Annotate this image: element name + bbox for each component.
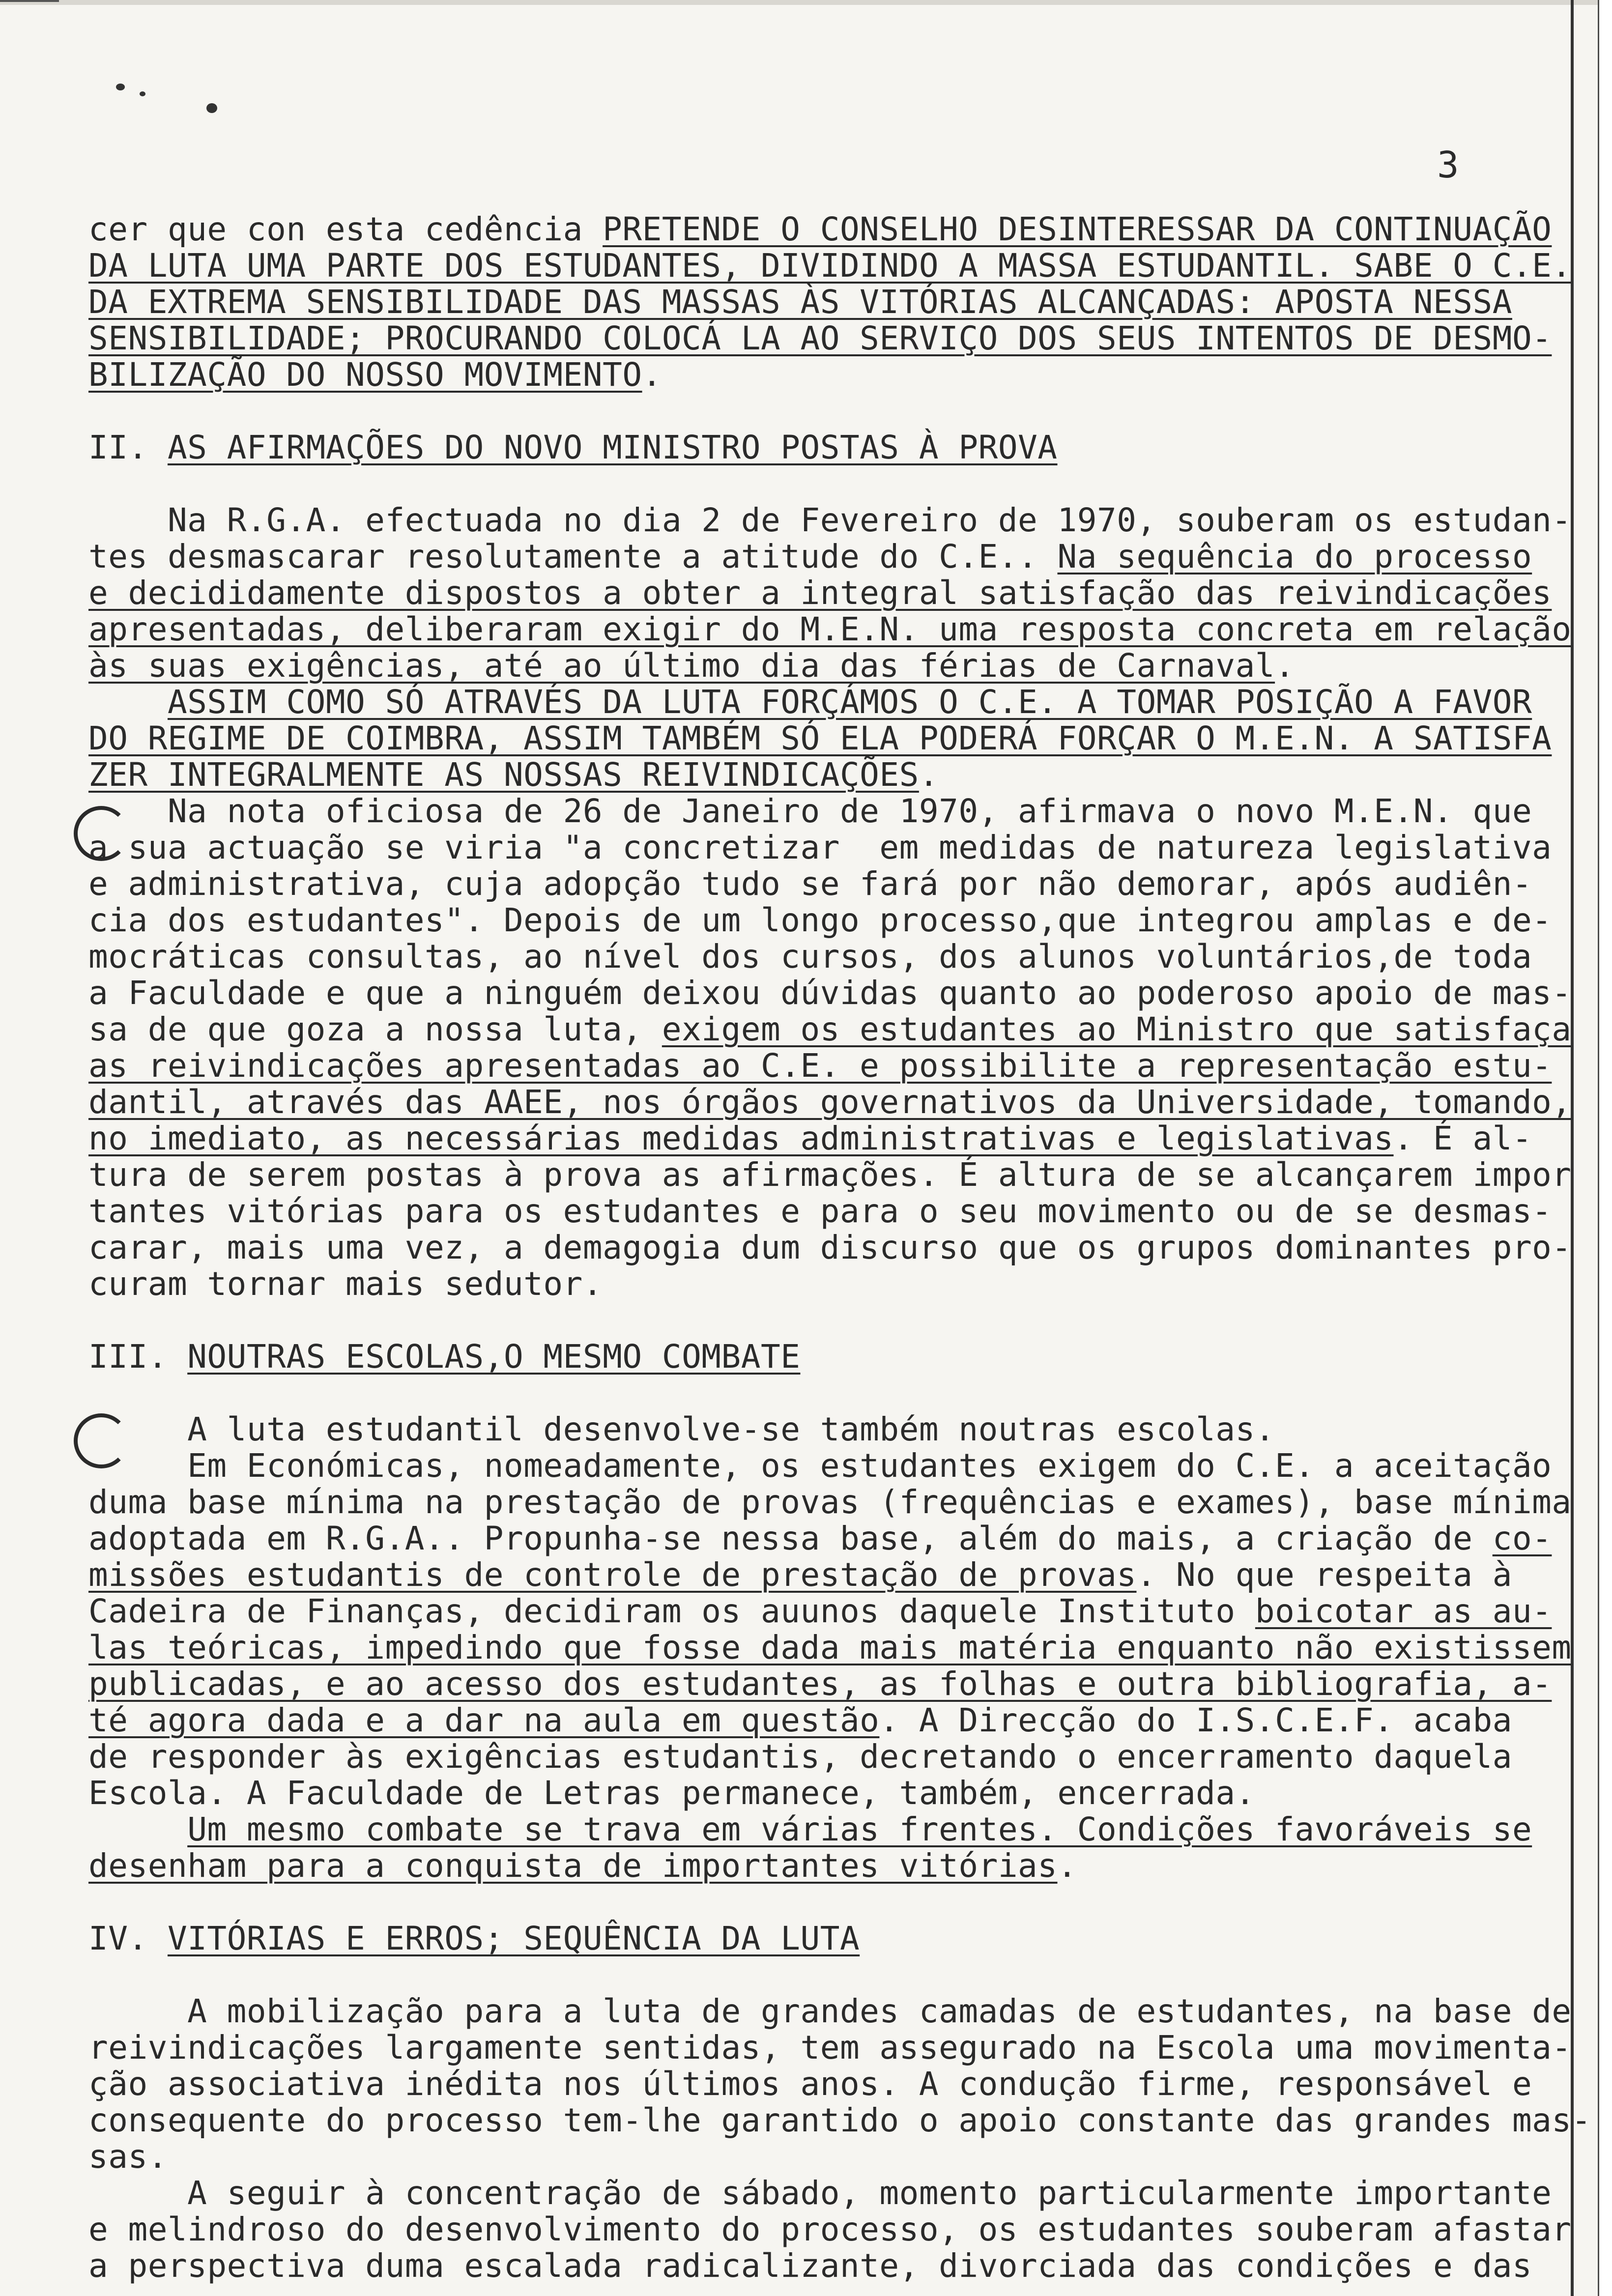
text-line: [88, 1010, 1572, 1048]
text-line: [88, 648, 1553, 684]
text-span: II.: [88, 429, 168, 466]
blank-line: [88, 466, 1553, 502]
text-line: [88, 1848, 1553, 1884]
underlined-text: boicotar as au-: [1255, 1592, 1552, 1630]
text-span: consequente do processo tem-lhe garantido o apoio constante das grandes mas-: [88, 2101, 1591, 2139]
text-line: [88, 1775, 1553, 1811]
text-line: [88, 1448, 1553, 1484]
text-line: [88, 720, 1553, 757]
text-line: [88, 1120, 1553, 1157]
text-span: Cadeira de Finanças, decidiram os auunos daquele Instituto: [88, 1592, 1255, 1630]
text-span: [88, 1810, 187, 1848]
text-span: sas.: [88, 2138, 168, 2176]
text-span: III.: [88, 1338, 188, 1376]
text-line: [88, 1666, 1553, 1702]
text-span: A luta estudantil desenvolve-se também noutras escolas.: [88, 1410, 1275, 1448]
text-span: e melindroso do desenvolvimento do processo, os estudantes souberam afastar: [88, 2210, 1572, 2248]
text-span: Na nota oficiosa de 26 de Janeiro de 1970, afirmava o novo M.E.N. que: [88, 792, 1532, 830]
text-span: [88, 683, 168, 721]
underlined-text: Na sequência do processo: [1057, 538, 1532, 575]
text-line: [88, 247, 1572, 285]
text-span: a sua actuação se viria "a concretizar em medidas de natureza legislativa: [88, 829, 1552, 866]
text-line: [88, 2175, 1553, 2211]
text-line: [88, 357, 1553, 393]
text-line: [88, 1992, 1572, 2030]
text-line: [88, 1411, 1553, 1448]
underlined-text: ASSIM COMO SÓ ATRAVÉS DA LUTA FORÇÁMOS O C.E. A TOMAR POSIÇÃO A FAVOR: [167, 683, 1532, 721]
underlined-text: BILIZAÇÃO DO NOSSO MOVIMENTO: [88, 356, 642, 394]
underlined-text: exigem os estudantes ao Ministro que satisfaça: [662, 1010, 1572, 1048]
text-line: [88, 1048, 1553, 1084]
underlined-text: té agora dada e a dar na aula em questão: [88, 1701, 880, 1739]
text-span: reivindicações largamente sentidas, tem assegurado na Escola uma movimenta-: [88, 2029, 1572, 2066]
text-span: ção associativa inédita nos últimos anos. A condução firme, responsável e: [88, 2065, 1532, 2103]
document-body: [88, 210, 1591, 2285]
text-line: [88, 320, 1553, 357]
text-line: [88, 1811, 1553, 1848]
underlined-text: co-: [1492, 1520, 1552, 1557]
underlined-text: dantil, através das AAEE, nos órgãos governativos da Universidade, tomando,: [88, 1083, 1572, 1121]
text-span: a perspectiva duma escalada radicalizante, divorciada das condições e das: [88, 2247, 1532, 2285]
ink-mark: [140, 91, 145, 96]
text-span: mocráticas consultas, ao nível dos cursos, dos alunos voluntários,de toda: [88, 938, 1532, 976]
underlined-text: desenham para a conquista de importantes vitórias: [88, 1847, 1058, 1885]
text-span: sa de que goza a nossa luta,: [88, 1010, 662, 1048]
text-span: de responder às exigências estudantis, decretando o encerramento daquela: [88, 1738, 1512, 1776]
text-span: duma base mínima na prestação de provas (frequências e exames), base mínima: [88, 1483, 1572, 1521]
text-line: [88, 1702, 1553, 1739]
text-line: [88, 2139, 1553, 2175]
text-line: [88, 1193, 1553, 1230]
underlined-text: NOUTRAS ESCOLAS,O MESMO COMBATE: [187, 1338, 801, 1376]
underlined-text: VITÓRIAS E ERROS; SEQUÊNCIA DA LUTA: [167, 1920, 860, 1957]
text-line: [88, 610, 1572, 648]
ink-mark: [206, 103, 217, 113]
text-span: .: [642, 356, 662, 394]
ink-mark: [116, 84, 125, 90]
underlined-text: no imediato, as necessárias medidas administrativas e legislativas: [88, 1119, 1394, 1157]
text-span: .: [1057, 1847, 1077, 1885]
text-span: .: [919, 756, 939, 794]
text-span: Escola. A Faculdade de Letras permanece, também, encerrada.: [88, 1774, 1255, 1812]
text-span: . No que respeita à: [1136, 1556, 1512, 1594]
text-line: [88, 539, 1553, 575]
text-line: [88, 1339, 1553, 1375]
blank-line: [88, 1884, 1553, 1921]
underlined-text: SENSIBILIDADE; PROCURANDO COLOCÁ LA AO SERVIÇO DOS SEUS INTENTOS DE DESMO-: [88, 319, 1552, 357]
blank-line: [88, 1302, 1553, 1339]
text-span: Em Económicas, nomeadamente, os estudantes exigem do C.E. a aceitação: [88, 1447, 1552, 1485]
underlined-text: Um mesmo combate se trava em várias frentes. Condições favoráveis se: [187, 1810, 1532, 1848]
text-span: .: [1275, 647, 1295, 685]
right-margin-line: [1571, 0, 1574, 2296]
text-line: [88, 2248, 1553, 2284]
page-number: 3: [1437, 144, 1459, 186]
text-span: . É al-: [1393, 1119, 1532, 1157]
underlined-text: DA LUTA UMA PARTE DOS ESTUDANTES, DIVIDINDO A MASSA ESTUDANTIL. SABE O C.E.: [88, 247, 1572, 285]
blank-line: [88, 1375, 1553, 1411]
text-line: [88, 575, 1553, 611]
text-line: [88, 1156, 1572, 1194]
text-line: [88, 1629, 1572, 1666]
text-span: adoptada em R.G.A.. Propunha-se nessa base, além do mais, a criação de: [88, 1520, 1493, 1557]
blank-line: [88, 1957, 1553, 1993]
blank-line: [88, 393, 1553, 430]
text-line: [88, 2101, 1591, 2139]
underlined-text: ZER INTEGRALMENTE AS NOSSAS REIVINDICAÇÕES: [88, 756, 919, 794]
text-span: . A Direcção do I.S.C.E.F. acaba: [879, 1701, 1512, 1739]
text-line: [88, 757, 1553, 793]
text-line: [88, 684, 1553, 720]
text-line: [88, 1739, 1553, 1775]
text-line: [88, 211, 1553, 248]
text-span: tura de serem postas à prova as afirmações. É altura de se alcançarem impor: [88, 1156, 1572, 1194]
text-span: A seguir à concentração de sábado, momento particularmente importante: [88, 2174, 1552, 2212]
underlined-text: PRETENDE O CONSELHO DESINTERESSAR DA CONTINUAÇÃO: [603, 210, 1552, 248]
text-span: cia dos estudantes". Depois de um longo processo,que integrou amplas e de-: [88, 901, 1552, 939]
text-line: [88, 2210, 1572, 2248]
text-line: [88, 430, 1553, 466]
text-line: [88, 830, 1553, 866]
text-line: [88, 2029, 1572, 2066]
text-line: [88, 284, 1553, 320]
underlined-text: as reivindicações apresentadas ao C.E. e possibilite a representação estu-: [88, 1047, 1552, 1085]
underlined-text: publicadas, e ao acesso dos estudantes, as folhas e outra bibliografia, a-: [88, 1665, 1552, 1703]
scan-top-edge: [0, 0, 1612, 5]
text-line: [88, 1483, 1572, 1521]
text-line: [88, 2066, 1553, 2102]
text-line: [88, 902, 1553, 939]
text-span: e administrativa, cuja adopção tudo se fará por não demorar, após audiên-: [88, 865, 1532, 903]
text-line: [88, 1229, 1572, 1266]
text-line: [88, 1083, 1572, 1121]
text-line: [88, 939, 1553, 975]
text-span: tes desmascarar resolutamente a atitude do C.E..: [88, 538, 1058, 575]
text-line: [88, 1266, 1553, 1302]
underlined-text: DA EXTREMA SENSIBILIDADE DAS MASSAS ÀS VITÓRIAS ALCANÇADAS: APOSTA NESSA: [88, 283, 1512, 321]
text-line: [88, 793, 1553, 830]
text-line: [88, 1593, 1553, 1630]
text-span: a Faculdade e que a ninguém deixou dúvidas quanto ao poderoso apoio de mas-: [88, 974, 1572, 1012]
scan-edge-mark: [0, 0, 59, 2]
text-line: [88, 501, 1572, 539]
text-span: A mobilização para a luta de grandes camadas de estudantes, na base de: [88, 1992, 1572, 2030]
text-line: [88, 974, 1572, 1012]
scan-right-edge: [1598, 0, 1612, 2296]
text-span: curam tornar mais sedutor.: [88, 1265, 603, 1303]
underlined-text: las teóricas, impedindo que fosse dada mais matéria enquanto não existissem: [88, 1629, 1572, 1666]
text-span: Na R.G.A. efectuada no dia 2 de Fevereiro de 1970, souberam os estudan-: [88, 501, 1572, 539]
underlined-text: AS AFIRMAÇÕES DO NOVO MINISTRO POSTAS À PROVA: [167, 429, 1058, 466]
text-span: cer que con esta cedência: [88, 210, 603, 248]
text-span: IV.: [88, 1920, 168, 1957]
underlined-text: DO REGIME DE COIMBRA, ASSIM TAMBÉM SÓ ELA PODERÁ FORÇAR O M.E.N. A SATISFA: [88, 719, 1552, 757]
underlined-text: missões estudantis de controle de prestação de provas: [88, 1556, 1137, 1594]
underlined-text: às suas exigências, até ao último dia das férias de Carnaval: [88, 647, 1275, 685]
text-line: [88, 1921, 1553, 1957]
text-line: [88, 1521, 1553, 1557]
text-span: tantes vitórias para os estudantes e para o seu movimento ou de se desmas-: [88, 1192, 1552, 1230]
text-line: [88, 866, 1553, 902]
underlined-text: apresentadas, deliberaram exigir do M.E.N. uma resposta concreta em relação: [88, 610, 1572, 648]
text-line: [88, 1557, 1553, 1593]
underlined-text: e decididamente dispostos a obter a integral satisfação das reivindicações: [88, 574, 1552, 612]
text-span: carar, mais uma vez, a demagogia dum discurso que os grupos dominantes pro-: [88, 1229, 1572, 1266]
